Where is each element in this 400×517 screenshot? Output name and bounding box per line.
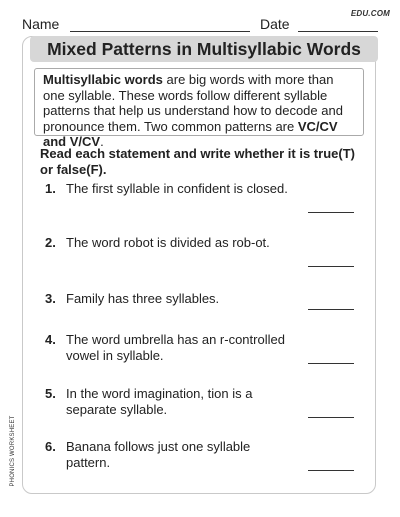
- question-text: Banana follows just one syllable pattern.: [66, 439, 251, 470]
- answer-line[interactable]: [308, 309, 354, 310]
- question-number: 4.: [45, 332, 56, 347]
- brand-logo: EDU.COM: [350, 9, 390, 18]
- question-5: [40, 386, 360, 422]
- question-4: [40, 332, 360, 368]
- question-text: Family has three syllables.: [66, 291, 220, 306]
- name-label: Name: [22, 16, 60, 32]
- question-6: [40, 439, 360, 475]
- question-number: 2.: [45, 235, 56, 250]
- intro-term: Multisyllabic words: [43, 72, 163, 87]
- answer-line[interactable]: [308, 417, 354, 418]
- question-text: The first syllable in confident is closed.: [66, 181, 288, 196]
- intro-box: [34, 68, 364, 149]
- instruction: Read each statement and write whether it is true(T) or false(F).: [40, 146, 355, 177]
- date-label: Date: [260, 16, 290, 32]
- title-banner: [30, 36, 378, 62]
- question-3: [40, 291, 360, 327]
- answer-line[interactable]: [308, 266, 354, 267]
- question-text: In the word imagination, tion is a separate syllable.: [66, 386, 253, 417]
- question-number: 1.: [45, 181, 56, 196]
- question-2: [40, 235, 360, 271]
- question-1: [40, 181, 360, 217]
- intro-end: .: [100, 134, 104, 149]
- intro-patterns: VC/CV and V/CV: [43, 118, 338, 149]
- answer-line[interactable]: [308, 363, 354, 364]
- question-text: The word umbrella has an r-controlled vowel in syllable.: [66, 332, 285, 363]
- question-number: 3.: [45, 291, 56, 306]
- answer-line[interactable]: [308, 212, 354, 213]
- question-number: 5.: [45, 386, 56, 401]
- question-number: 6.: [45, 439, 56, 454]
- intro-text: are big words with more than one syllable. These words follow different syllable patterns that help us understand how to decode and pronounce them. Two common patterns are: [43, 72, 343, 134]
- page-title: Mixed Patterns in Multisyllabic Words: [47, 38, 361, 59]
- side-label: PHONICS WORKSHEET: [10, 415, 16, 487]
- name-field-line[interactable]: [70, 31, 250, 32]
- date-field-line[interactable]: [298, 31, 378, 32]
- answer-line[interactable]: [308, 470, 354, 471]
- header-row: [22, 14, 388, 36]
- question-text: The word robot is divided as rob-ot.: [66, 235, 270, 250]
